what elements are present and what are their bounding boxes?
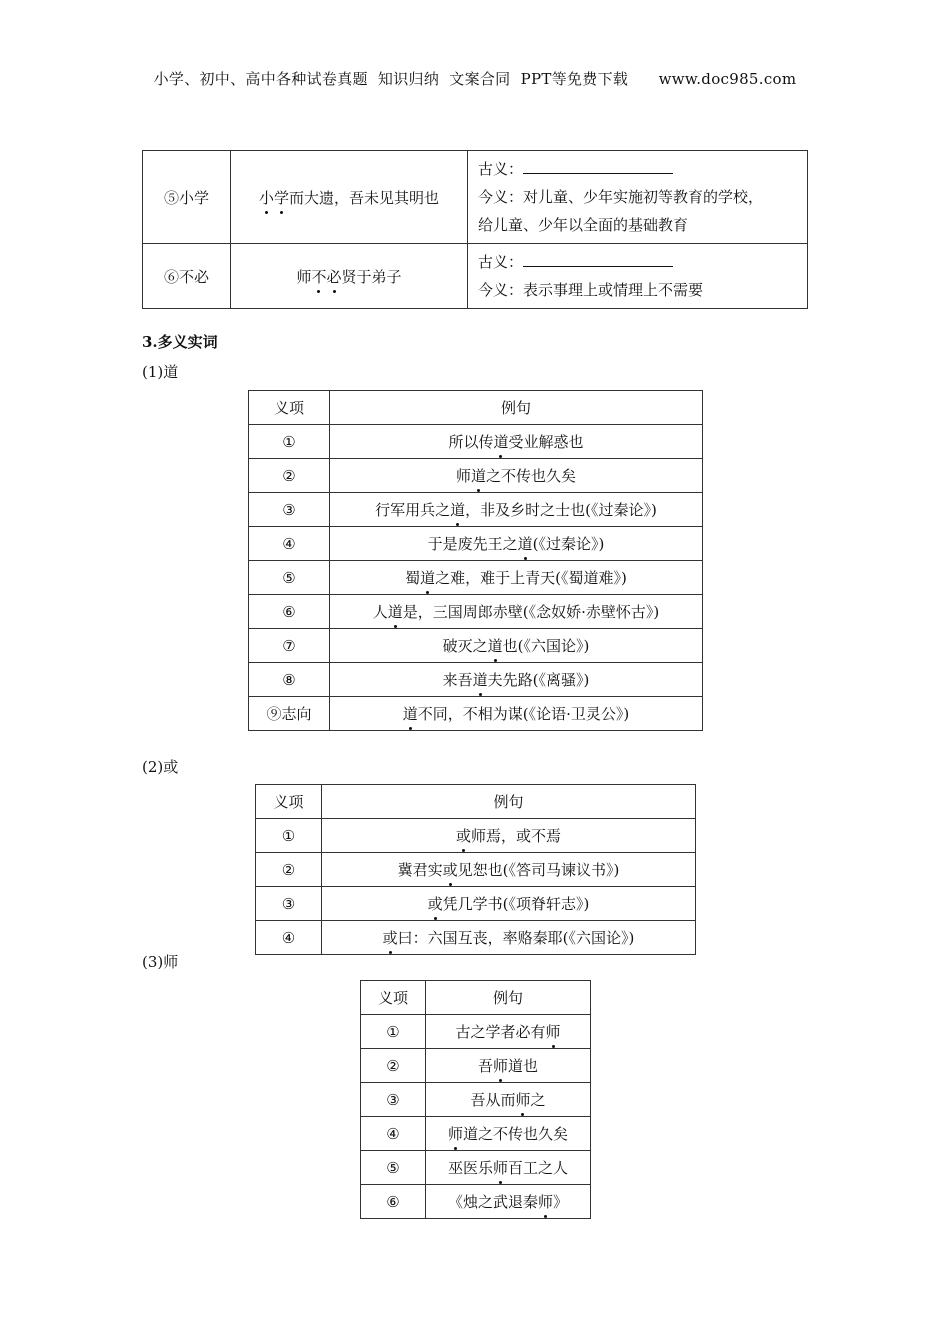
- key-word: 道: [420, 569, 436, 587]
- yixiang-cell: ②: [256, 853, 322, 887]
- yixiang-cell: ⑥: [249, 595, 330, 629]
- example-cell: [322, 853, 696, 887]
- table-header-row: [361, 981, 591, 1015]
- section-title: 3.多义实词: [142, 333, 218, 351]
- table-row: [256, 819, 696, 853]
- example-cell: [330, 527, 703, 561]
- example-cell: [426, 1151, 591, 1185]
- example-text: 吾从而: [470, 1091, 516, 1109]
- key-word: 道: [450, 501, 466, 519]
- example-text: 破灭之: [442, 637, 488, 655]
- key-word: 师: [447, 1125, 463, 1143]
- table-row: [256, 921, 696, 955]
- yixiang-cell: ③: [256, 887, 322, 921]
- word-cell: ⑥不必: [143, 244, 231, 309]
- key-word: 或: [455, 827, 471, 845]
- table-row: [249, 561, 703, 595]
- table-row: [249, 595, 703, 629]
- key-word: 或: [382, 929, 398, 947]
- yixiang-cell: ①: [361, 1015, 426, 1049]
- sentence-text: 而大遗，吾未见其明也: [289, 188, 440, 207]
- meaning-cell: [468, 151, 808, 244]
- example-cell: [322, 819, 696, 853]
- example-text: 》: [553, 1193, 569, 1211]
- example-text: 之不传也久矣: [486, 467, 577, 485]
- answer-blank[interactable]: [523, 159, 673, 174]
- table-header-row: [249, 391, 703, 425]
- example-text: 道之不传也久矣: [463, 1125, 569, 1143]
- table-row: [361, 1185, 591, 1219]
- yixiang-cell: ⑧: [249, 663, 330, 697]
- key-word: 师: [537, 1193, 553, 1211]
- key-word: 师: [492, 1057, 508, 1075]
- example-text: 蜀: [405, 569, 421, 587]
- example-text: (《过秦论》): [532, 535, 605, 553]
- table-row: [143, 244, 808, 309]
- example-cell: [322, 921, 696, 955]
- shi-rows: [361, 1015, 591, 1219]
- table-row: [249, 425, 703, 459]
- dotted-word: 小学: [258, 188, 289, 207]
- key-word: 师: [515, 1091, 531, 1109]
- yixiang-cell: ⑤: [361, 1151, 426, 1185]
- example-text: 夫先路(《离骚》): [487, 671, 590, 689]
- yixiang-cell: ①: [249, 425, 330, 459]
- example-cell: [330, 459, 703, 493]
- example-text: 百工之人: [508, 1159, 569, 1177]
- gu-label: 古义：: [478, 253, 524, 271]
- key-word: 道: [487, 637, 503, 655]
- table-row: [249, 629, 703, 663]
- example-cell: [322, 887, 696, 921]
- example-cell: [330, 595, 703, 629]
- key-word: 道: [470, 467, 486, 485]
- table-row: [256, 853, 696, 887]
- yixiang-cell: ⑥: [361, 1185, 426, 1219]
- col-header-yixiang: 义项: [249, 391, 330, 425]
- jin-line: 今义：对儿童、少年实施初等教育的学校，: [478, 188, 764, 206]
- yixiang-cell: ④: [256, 921, 322, 955]
- example-text: 之: [530, 1091, 546, 1109]
- example-text: 来吾: [442, 671, 473, 689]
- key-word: 师: [545, 1023, 561, 1041]
- table-row: [249, 493, 703, 527]
- example-text: 古之学者必有: [455, 1023, 546, 1041]
- yixiang-cell: ⑨志向: [249, 697, 330, 731]
- key-word: 道: [472, 671, 488, 689]
- example-cell: [426, 1083, 591, 1117]
- table-row: [361, 1117, 591, 1151]
- example-cell: [426, 1185, 591, 1219]
- example-text: 于是废先王之: [427, 535, 518, 553]
- key-word: 道: [493, 433, 509, 451]
- example-cell: [330, 629, 703, 663]
- example-cell: [330, 425, 703, 459]
- example-text: 师焉，或不焉: [471, 827, 562, 845]
- answer-blank[interactable]: [523, 252, 673, 267]
- example-cell: [426, 1117, 591, 1151]
- gu-label: 古义：: [478, 160, 524, 178]
- table-row: [361, 1015, 591, 1049]
- example-cell: [426, 1049, 591, 1083]
- yixiang-cell: ③: [249, 493, 330, 527]
- example-text: 见恕也(《答司马谏议书》): [457, 861, 620, 879]
- table-row: [361, 1151, 591, 1185]
- example-text: 巫医乐: [447, 1159, 493, 1177]
- col-header-yixiang: 义项: [361, 981, 426, 1015]
- dao-table: [248, 390, 703, 731]
- example-text: 是，三国周郎赤壁(《念奴娇·赤壁怀古》): [402, 603, 660, 621]
- jin-line: 给儿童、少年以全面的基础教育: [478, 216, 689, 234]
- shi-table: [360, 980, 591, 1219]
- subsection-huo: (2)或: [142, 758, 179, 776]
- table-header-row: [256, 785, 696, 819]
- key-word: 师: [492, 1159, 508, 1177]
- table-row: [143, 151, 808, 244]
- jin-line: 今义：表示事理上或情理上不需要: [478, 281, 704, 299]
- example-text: 《烛之武退秦: [447, 1193, 538, 1211]
- huo-table: [255, 784, 696, 955]
- yixiang-cell: ③: [361, 1083, 426, 1117]
- meaning-cell: [468, 244, 808, 309]
- sentence-cell: [231, 151, 468, 244]
- dao-rows: [249, 425, 703, 731]
- table-row: [256, 887, 696, 921]
- example-text: 之难，难于上青天(《蜀道难》): [435, 569, 627, 587]
- table-row: [249, 663, 703, 697]
- example-text: 师: [455, 467, 471, 485]
- example-text: 冀君实: [397, 861, 443, 879]
- key-word: 道: [387, 603, 403, 621]
- example-text: 人: [372, 603, 388, 621]
- example-text: 吾: [477, 1057, 493, 1075]
- col-header-liju: 例句: [322, 785, 696, 819]
- table-row: [249, 697, 703, 731]
- example-text: 行军用兵之: [375, 501, 451, 519]
- col-header-liju: 例句: [330, 391, 703, 425]
- key-word: 道: [402, 705, 418, 723]
- yixiang-cell: ⑦: [249, 629, 330, 663]
- example-cell: [330, 493, 703, 527]
- word-cell: ⑤小学: [143, 151, 231, 244]
- dotted-word: 不必: [311, 267, 342, 286]
- gujin-table: [142, 150, 808, 309]
- sentence-cell: [231, 244, 468, 309]
- example-text: 不同，不相为谋(《论语·卫灵公》): [417, 705, 630, 723]
- yixiang-cell: ②: [361, 1049, 426, 1083]
- example-text: 道也: [508, 1057, 539, 1075]
- key-word: 或: [442, 861, 458, 879]
- example-text: 受业解惑也: [508, 433, 584, 451]
- sentence-text: 师: [296, 267, 312, 286]
- table-row: [249, 459, 703, 493]
- subsection-shi: (3)师: [142, 953, 179, 971]
- example-text: ，非及乡时之士也(《过秦论》): [465, 501, 657, 519]
- table-row: [249, 527, 703, 561]
- huo-rows: [256, 819, 696, 955]
- example-cell: [330, 697, 703, 731]
- subsection-dao: (1)道: [142, 363, 179, 381]
- col-header-liju: 例句: [426, 981, 591, 1015]
- table-row: [361, 1083, 591, 1117]
- key-word: 道: [517, 535, 533, 553]
- example-cell: [330, 663, 703, 697]
- table-row: [361, 1049, 591, 1083]
- yixiang-cell: ④: [249, 527, 330, 561]
- yixiang-cell: ①: [256, 819, 322, 853]
- yixiang-cell: ⑤: [249, 561, 330, 595]
- example-text: 也(《六国论》): [502, 637, 590, 655]
- example-text: 所以传: [448, 433, 494, 451]
- yixiang-cell: ②: [249, 459, 330, 493]
- example-text: 凭几学书(《项脊轩志》): [442, 895, 590, 913]
- yixiang-cell: ④: [361, 1117, 426, 1151]
- col-header-yixiang: 义项: [256, 785, 322, 819]
- example-cell: [330, 561, 703, 595]
- sentence-text: 贤于弟子: [341, 267, 402, 286]
- example-cell: [426, 1015, 591, 1049]
- key-word: 或: [427, 895, 443, 913]
- page-header: 小学、初中、高中各种试卷真题 知识归纳 文案合同 PPT等免费下载 www.doc985.com: [153, 70, 797, 88]
- example-text: 曰：六国互丧，率赂秦耶(《六国论》): [397, 929, 635, 947]
